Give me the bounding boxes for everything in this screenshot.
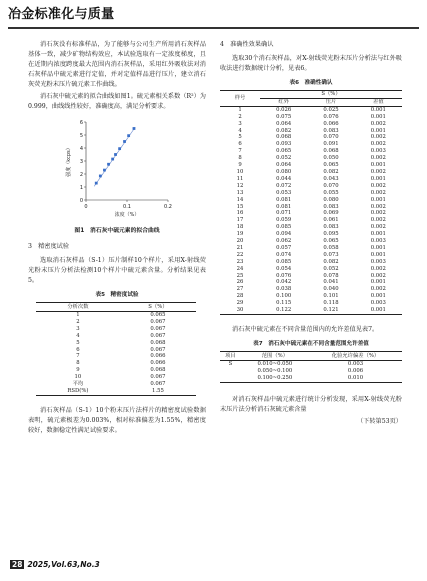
table-6-row [220,128,402,135]
journal-header [0,0,427,34]
x-axis-label: 浓度（%） [114,212,140,218]
data-point [133,127,136,130]
table-6-row [220,286,402,293]
table-6-cell: 0.055 [323,189,339,196]
table-5 [36,302,196,396]
table-6-cell: 0.080 [276,168,292,175]
table-6-cell: 0.002 [370,217,386,224]
table-6-cell: 0.002 [370,168,386,175]
table-6-cell: 0.052 [276,155,292,162]
y-tick-label: 6 [79,119,83,126]
table-5-cell: 6 [76,346,80,353]
table-5-cell: 2 [76,318,80,325]
x-tick-label: 0 [84,204,88,210]
table-6-cell: 0.094 [276,231,292,238]
table-6-cell: 0.002 [370,286,386,293]
table-6-header-diff: 差值 [355,98,402,106]
table-6-cell: 0.003 [370,258,386,265]
table-6-cell: 0.041 [323,279,339,286]
intro-paragraph: 消石灰没有标准样品，为了能够与公司生产所用消石灰样品基体一致，减少矿物结构效应，本试验选取有一定浓度梯度，且在近期内浓度跨度最大范围内消石灰样品，采用红外吸收法对消石灰样品中硫元素进行定值，并对定值样品进行压片，建立消石灰荧光粉末压片硫元素工作曲线。 [28,41,206,88]
table-6-cell: 0.003 [370,238,386,245]
table-6-cell: 0.083 [323,203,339,210]
table-5-cell: 0.068 [150,367,166,374]
table-6-cell: 0.061 [323,217,339,224]
table-6-cell: 0.091 [323,141,339,148]
table-5-cell: 1 [76,312,80,318]
table-6-row [220,114,402,121]
table-6-cell: 0.001 [370,196,386,203]
issue-info: 2025,Vol.63,No.3 [27,560,100,569]
table-5-row [36,360,196,367]
table-6-cell: 0.082 [323,258,339,265]
table-6-row [220,162,402,169]
table-5-row [36,367,196,374]
table-6-cell: 0.083 [323,224,339,231]
table-6-cell: 0.071 [276,210,292,217]
table-5-cell: 0.067 [150,318,166,325]
table-6-cell: 0.052 [323,265,339,272]
table-6-cell: 0.002 [370,155,386,162]
table-6-cell: 0.043 [323,175,339,182]
table-6-cell: 0.001 [370,106,386,113]
table-6-cell: 8 [238,155,242,162]
table-6-cell: 0.085 [276,258,292,265]
table-6-cell: 5 [238,134,242,141]
table-6-header-no: 样号 [220,91,260,107]
table-6-cell: 0.118 [323,300,339,307]
table-5-cell: 0.067 [150,325,166,332]
table-5-cell: 10 [74,374,82,381]
table-6-row [220,183,402,190]
table-7-header-tolerance: 化验允许偏差（%） [309,352,402,361]
figure-caption: 图1 消石灰中硫元素的拟合曲线 [74,228,160,234]
table-6-cell: 0.002 [370,134,386,141]
table-6-cell: 30 [236,307,244,314]
table-6-cell: 0.068 [276,134,292,141]
table-6-cell: 0.065 [323,238,339,245]
table-6-cell: 23 [236,258,244,265]
table-6-cell: 0.040 [323,286,339,293]
table-5-cell: 0.066 [150,353,166,360]
table-5-cell: RSD(%) [67,387,89,394]
table-6-cell: 0.065 [276,148,292,155]
table-6-header-group: S（%） [260,91,402,99]
data-point [111,158,114,161]
table-6-cell: 0.095 [323,231,339,238]
table-6-cell: 0.066 [323,120,339,127]
table-5-cell: 9 [76,367,80,374]
table-6-cell: 0.075 [276,113,292,120]
table-6-cell: 0.064 [276,162,292,169]
section-4-title: 4 准确性效果确认 [220,41,274,48]
table-6 [220,90,402,315]
table-5-cell: 0.067 [150,374,166,381]
table-6-cell: 0.001 [370,175,386,182]
table-6-cell: 0.003 [370,300,386,307]
table-6-cell: 0.038 [276,286,292,293]
table-5-cell: 0.066 [150,360,166,367]
table-6-cell: 0.002 [370,210,386,217]
table-6-cell: 13 [236,189,244,196]
table-5-cell: 4 [76,332,80,339]
table-7-header-range: 范围（%） [241,352,309,361]
table-6-cell: 0.078 [323,272,339,279]
table-5-cell: 7 [76,353,80,360]
table-5-cell: 0.067 [150,346,166,353]
table-6-cell: 0.002 [370,272,386,279]
table-6-cell: 22 [236,251,244,258]
table-6-cell: 24 [236,265,244,272]
table-6-cell: 6 [238,141,242,148]
table-6-row [220,197,402,204]
table-7-cell [220,368,241,375]
chart-svg [28,116,206,224]
table-6-cell: 11 [236,175,244,182]
table-5-cell: 0.067 [150,332,166,339]
table-6-cell: 0.082 [323,168,339,175]
table-6-cell: 0.025 [323,106,339,113]
table-6-row [220,279,402,286]
section-4-paragraph-2: 消石灰中硫元素在不同含量范围内的允许差值见表7。 [232,326,379,333]
table-6-cell: 0.001 [370,279,386,286]
table-6-cell: 0.026 [276,106,292,113]
table-6-cell: 0.064 [276,120,292,127]
table-6-cell: 20 [236,238,244,245]
table-6-header-ir: 红外 [260,98,307,106]
table-6-cell: 0.080 [323,196,339,203]
table-6-cell: 0.001 [370,231,386,238]
table-6-cell: 16 [236,210,244,217]
table-6-cell: 0.076 [323,113,339,120]
x-tick-label: 0.2 [164,204,172,210]
section-4-paragraph-3: 对消石灰样品中硫元素进行统计分析发现，采用X-射线荧光粉末压片法分析消石灰硫元素含量 [220,395,402,413]
table-6-cell: 0.122 [276,307,292,314]
table-6-cell: 0.074 [276,251,292,258]
table-6-row [220,238,402,245]
table-7 [220,351,402,383]
table-6-row [220,106,402,113]
table-5-row [36,388,196,395]
table-6-cell: 0.050 [323,155,339,162]
y-tick-label: 1 [79,184,83,191]
section-3-result: 消石灰样品（S-1）10个粉末压片法样片的精密度试验数据表明，硫元素极差为0.003%，相对标准偏差为1.55%，精密度较好，数据稳定性满足试验要求。 [28,406,206,434]
table-6-cell: 0.002 [370,182,386,189]
table-5-row [36,319,196,326]
table-6-cell: 0.001 [370,113,386,120]
table-6-row [220,204,402,211]
table-6-row [220,210,402,217]
table-5-cell: 1.55 [152,387,164,394]
page-footer [10,560,100,569]
table-6-cell: 0.002 [370,120,386,127]
table-6-cell: 27 [236,286,244,293]
table-6-caption: 表6 准确性确认 [289,80,333,86]
table-6-cell: 0.002 [370,265,386,272]
table-7-cell: 0.003 [347,361,364,367]
table-7-caption: 表7 消石灰中硫元素在不同含量范围允许差值 [253,341,369,347]
table-5-header-count: 分析次数 [36,303,120,312]
table-5-caption: 表5 精密度试验 [95,292,139,298]
table-6-row [220,231,402,238]
table-6-cell: 0.059 [276,217,292,224]
table-6-cell: 25 [236,272,244,279]
right-column [220,40,402,427]
section-3-paragraph: 选取消石灰样品（S-1）压片制样10个样片，采用X-射线荧光粉末压片分析法检测10个样片中硫元素含量。分析结果见表5。 [28,257,206,284]
table-6-cell: 0.002 [370,224,386,231]
table-6-row [220,134,402,141]
table-6-row [220,141,402,148]
table-6-row [220,307,402,314]
data-point [114,153,117,156]
table-6-cell: 0.001 [370,251,386,258]
table-6-cell: 0.057 [276,244,292,251]
table-6-cell: 0.072 [276,182,292,189]
table-6-cell: 7 [238,148,242,155]
table-6-cell: 0.044 [276,175,292,182]
section-3-title: 3 精密度试验 [28,243,70,250]
table-7-cell: 0.006 [347,367,364,374]
table-6-cell: 14 [236,196,244,203]
table-6-cell: 28 [236,293,244,300]
table-6-cell: 15 [236,203,244,210]
table-6-row [220,245,402,252]
table-7-row [220,368,402,375]
table-6-cell: 0.083 [323,127,339,134]
table-7-cell: 0.050~0.100 [257,367,293,374]
table-6-cell: 19 [236,231,244,238]
table-6-cell: 0.001 [370,127,386,134]
table-5-row [36,381,196,388]
table-6-cell: 0.076 [276,272,292,279]
y-axis-label: 强度（kcps） [66,145,72,177]
table-6-cell: 0.003 [370,148,386,155]
table-6-cell: 10 [236,168,244,175]
data-point [118,147,121,150]
table-5-header-s: S（%） [120,303,196,312]
data-point [123,140,126,143]
continued-note: （下转第53页） [357,417,402,425]
data-point [127,134,130,137]
table-6-cell: 0.001 [370,244,386,251]
y-tick-label: 4 [79,145,83,152]
table-6-cell: 0.068 [323,148,339,155]
x-tick-label: 0.1 [123,204,131,210]
table-5-row [36,333,196,340]
table-6-cell: 0.070 [323,134,339,141]
table-6-cell: 0.101 [323,293,339,300]
table-6-cell: 3 [238,120,242,127]
table-5-cell: 0.065 [150,312,166,318]
table-5-cell: 0.067 [150,381,166,388]
table-5-row [36,326,196,333]
table-7-header-item: 项目 [220,352,241,361]
table-7-cell [220,375,241,382]
data-point [95,182,98,185]
y-tick-label: 0 [79,197,83,204]
table-7-row [220,361,402,368]
table-6-header-press: 压片 [307,98,354,106]
table-5-row [36,374,196,381]
table-6-cell: 0.058 [323,244,339,251]
table-6-row [220,259,402,266]
section-4-paragraph: 选取30个消石灰样品，对X-射线荧光粉末压片分析法与红外吸收法进行数据统计分析，见表6。 [220,55,402,72]
calibration-chart [28,116,206,224]
table-6-cell: 29 [236,300,244,307]
page-number: 28 [12,560,23,569]
data-point [99,175,102,178]
journal-title: 冶金标准化与质量 [8,7,115,22]
table-5-row [36,312,196,319]
table-6-cell: 0.054 [276,265,292,272]
table-5-cell: 平均 [72,381,84,388]
table-6-cell: 4 [238,127,242,134]
table-6-cell: 26 [236,279,244,286]
table-6-cell: 0.001 [370,162,386,169]
table-6-cell: 0.082 [276,127,292,134]
table-6-cell: 0.002 [370,203,386,210]
table-7-cell: 0.100~0.250 [257,374,293,381]
table-6-cell: 0.121 [323,307,339,314]
table-6-cell: 0.093 [276,141,292,148]
table-6-cell: 0.062 [276,238,292,245]
table-5-row [36,340,196,347]
left-column [28,40,206,438]
table-6-cell: 0.100 [276,293,292,300]
y-tick-label: 2 [79,171,83,178]
y-tick-label: 5 [79,132,83,139]
table-6-row [220,300,402,307]
table-6-row [220,121,402,128]
table-6-cell: 0.065 [323,162,339,169]
table-6-cell: 0.081 [276,203,292,210]
table-6-cell: 17 [236,217,244,224]
table-6-row [220,190,402,197]
table-6-row [220,148,402,155]
data-point [107,163,110,166]
fit-paragraph: 消石灰中硫元素的拟合曲线如图1。硫元素相关系数（R²）为0.999，曲线线性较好，准确度高，满足分析要求。 [28,93,206,110]
table-6-row [220,169,402,176]
header-rule [8,27,419,29]
table-6-cell: 0.073 [323,251,339,258]
table-5-row [36,353,196,360]
table-5-cell: 0.068 [150,339,166,346]
table-6-cell: 0.002 [370,141,386,148]
table-7-row [220,375,402,382]
table-6-row [220,155,402,162]
table-6-cell: 0.001 [370,307,386,314]
table-6-row [220,252,402,259]
table-5-cell: 3 [76,325,80,332]
table-6-row [220,273,402,280]
table-6-cell: 18 [236,224,244,231]
y-tick-label: 3 [79,158,83,165]
table-6-cell: 0.115 [276,300,292,307]
table-6-cell: 2 [238,113,242,120]
table-7-cell: 0.010~0.050 [257,361,293,367]
table-6-cell: 0.081 [276,196,292,203]
table-6-row [220,176,402,183]
table-6-cell: 9 [238,162,242,169]
table-6-cell: 0.042 [276,279,292,286]
table-6-cell: 1 [238,106,242,113]
table-6-cell: 0.070 [323,182,339,189]
table-7-cell: S [228,361,233,367]
table-6-row [220,266,402,273]
table-5-cell: 5 [76,339,80,346]
table-6-row [220,224,402,231]
table-6-row [220,293,402,300]
table-6-cell: 21 [236,244,244,251]
table-6-cell: 0.069 [323,210,339,217]
table-6-cell: 0.085 [276,224,292,231]
table-6-cell: 0.002 [370,189,386,196]
table-6-cell: 12 [236,182,244,189]
table-7-cell: 0.010 [347,374,364,381]
table-5-row [36,347,196,354]
table-6-cell: 0.001 [370,293,386,300]
data-point [103,169,106,172]
table-5-cell: 8 [76,360,80,367]
table-6-row [220,217,402,224]
table-6-cell: 0.053 [276,189,292,196]
